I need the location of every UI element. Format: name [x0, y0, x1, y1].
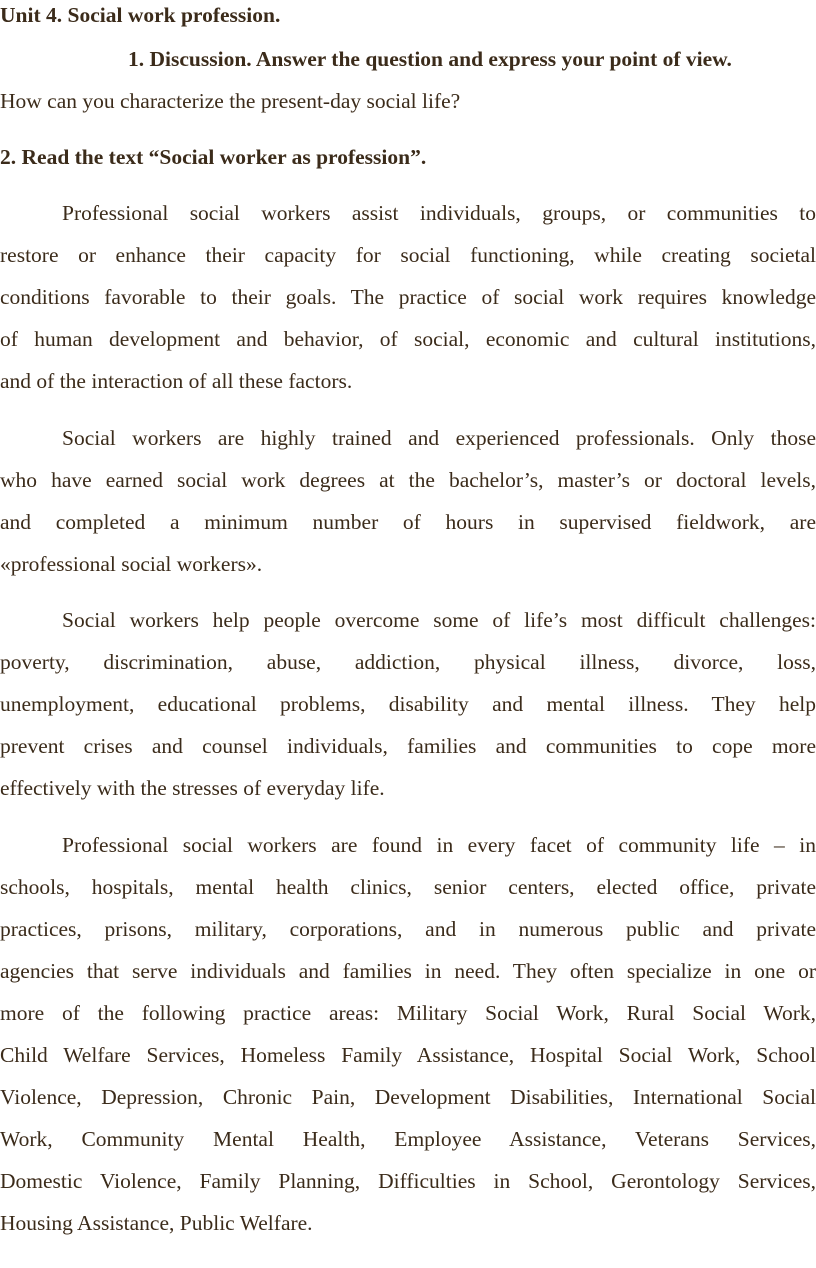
paragraph-4-line-10: Housing Assistance, Public Welfare. — [0, 1211, 313, 1235]
paragraph-4-line-3: practices, prisons, military, corporations, and in numerous public and private — [0, 917, 816, 941]
paragraph-4-line-9: Domestic Violence, Family Planning, Difficulties in School, Gerontology Services, — [0, 1169, 816, 1193]
paragraph-2-line-2: who have earned social work degrees at the bachelor’s, master’s or doctoral levels, — [0, 468, 816, 492]
paragraph-3-line-3: unemployment, educational problems, disability and mental illness. They help — [0, 692, 816, 716]
paragraph-1-line-3: conditions favorable to their goals. The practice of social work requires knowledge — [0, 285, 816, 309]
task1-heading: 1. Discussion. Answer the question and express your point of view. — [128, 47, 732, 71]
paragraph-2-line-4: «professional social workers». — [0, 552, 263, 576]
paragraph-4-line-4: agencies that serve individuals and families in need. They often specialize in one or — [0, 959, 816, 983]
paragraph-2-line-3: and completed a minimum number of hours in supervised fieldwork, are — [0, 510, 816, 534]
paragraph-1-line-4: of human development and behavior, of social, economic and cultural institutions, — [0, 327, 816, 351]
paragraph-3-line-2: poverty, discrimination, abuse, addiction, physical illness, divorce, loss, — [0, 650, 816, 674]
paragraph-4-line-8: Work, Community Mental Health, Employee Assistance, Veterans Services, — [0, 1127, 816, 1151]
task2-heading: 2. Read the text “Social worker as profession”. — [0, 145, 427, 169]
paragraph-1-line-2: restore or enhance their capacity for social functioning, while creating societal — [0, 243, 816, 267]
paragraph-4-line-1: Professional social workers are found in every facet of community life – in — [62, 833, 816, 857]
paragraph-2-line-1: Social workers are highly trained and experienced professionals. Only those — [62, 426, 816, 450]
unit-title: Unit 4. Social work profession. — [0, 3, 281, 27]
paragraph-3-line-5: effectively with the stresses of everyday life. — [0, 776, 385, 800]
paragraph-4-line-2: schools, hospitals, mental health clinics, senior centers, elected office, private — [0, 875, 816, 899]
paragraph-1-line-5: and of the interaction of all these factors. — [0, 369, 353, 393]
paragraph-3-line-4: prevent crises and counsel individuals, families and communities to cope more — [0, 734, 816, 758]
paragraph-4-line-6: Child Welfare Services, Homeless Family Assistance, Hospital Social Work, School — [0, 1043, 816, 1067]
paragraph-4-line-5: more of the following practice areas: Military Social Work, Rural Social Work, — [0, 1001, 816, 1025]
task1-question: How can you characterize the present-day social life? — [0, 89, 461, 113]
paragraph-1-line-1: Professional social workers assist individuals, groups, or communities to — [62, 201, 816, 225]
paragraph-3-line-1: Social workers help people overcome some of life’s most difficult challenges: — [62, 608, 816, 632]
paragraph-4-line-7: Violence, Depression, Chronic Pain, Development Disabilities, International Social — [0, 1085, 816, 1109]
